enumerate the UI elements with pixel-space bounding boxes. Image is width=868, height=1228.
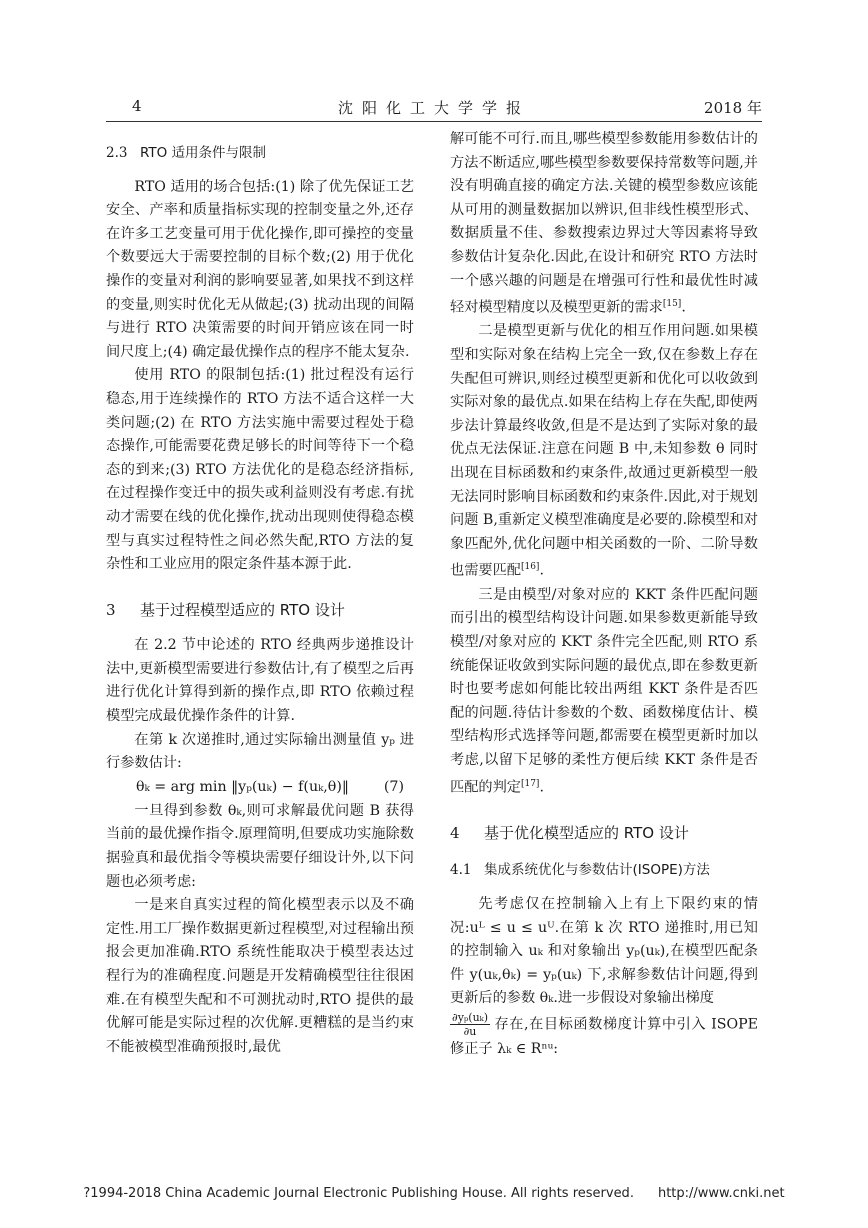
paragraph: 先考虑仅在控制输入上有上下限约束的情况:uᴸ ≤ u ≤ uᵁ.在第 k 次 RTO 递推时,用已知的控制输入 uₖ 和对象输出 yₚ(uₖ),在模型匹配条件 y(uₖ,θₖ) = yₚ(uₖ) 下,求解参数估计问题,得到更新后的参数 θₖ.进一步假设对象输出梯度: [450, 896, 758, 1007]
section-title: 基于优化模型适应的 RTO 设计: [484, 823, 689, 842]
header-rule: [106, 121, 762, 122]
citation: [16]: [520, 562, 540, 573]
paragraph: 解可能不可行.而且,哪些模型参数能用参数估计的方法不断适应,哪些模型参数要保持常数等问题,并没有明确直接的确定方法.关键的模型参数应该能从可用的测量数据加以辨识,但非线性模型形式、数据质量不佳、参数搜索边界过大等因素将导致参数估计复杂化.因此,在设计和研究 RTO 方法时一个感兴趣的问题是在增强可行性和最优性时减轻对模型精度以及模型更新的需求[15].: [450, 131, 758, 316]
section-title: RTO 适用条件与限制: [140, 145, 267, 161]
section-heading-4-1: [450, 859, 758, 883]
page-number: 4: [132, 97, 142, 115]
paragraph: 在第 k 次递推时,通过实际输出测量值 yₚ 进行参数估计:: [106, 731, 414, 772]
journal-name: 沈阳化工大学学报: [337, 99, 530, 117]
equation-7: [106, 776, 414, 800]
page-header: [106, 97, 762, 119]
paragraph: RTO 适用的场合包括:(1) 除了优先保证工艺安全、产率和质量指标实现的控制变量之外,还存在许多工艺变量可用于优化操作,即可操控的变量个数要远大于需要控制的目标个数;(2) 用于优化操作的变量对利润的影响要显著,如果找不到这样的变量,则实时优化无从做起;(3) 扰动出现的间隔与进行 RTO 决策需要的时间开销应该在同一时间尺度上;(4) 确定最优操作点的程序不能太复杂.: [106, 178, 414, 360]
paragraph: 一是来自真实过程的简化模型表示以及不确定性.用工厂操作数据更新过程模型,对过程输出预报会更加准确.RTO 系统性能取决于模型表达过程行为的准确程度.问题是开发精确模型往往很困难.在有模型失配和不可测扰动时,RTO 提供的最优解可能是实际过程的次优解.更糟糕的是当约束不能被模型准确预报时,最优: [106, 897, 414, 1055]
paragraph: 二是模型更新与优化的相互作用问题.如果模型和实际对象在结构上完全一致,仅在参数上存在失配但可辨识,则经过模型更新和优化可以收敛到实际对象的最优点.如果在结构上存在失配,即使两步法计算最终收敛,但是不是达到了实际对象的最优点无法保证.注意在问题 B 中,未知参数 θ 同时出现在目标函数和约束条件,故通过更新模型一般无法同时影响目标函数和约束条件.因此,对于规划问题 B,重新定义模型准确度是必要的.除模型和对象匹配外,优化问题中相关函数的一阶、二阶导数也需要匹配[16].: [450, 323, 758, 580]
section-title: 集成系统优化与参数估计(ISOPE)方法: [484, 862, 710, 879]
paragraph: 一旦得到参数 θₖ,则可求解最优问题 B 获得当前的最优操作指令.原理简明,但要成功实施除数据验真和最优指令等模块需要仔细设计外,以下问题也必须考虑:: [106, 802, 414, 890]
paragraph: 使用 RTO 的限制包括:(1) 批过程没有运行稳态,用于连续操作的 RTO 方法不适合这样一大类问题;(2) 在 RTO 方法实施中需要过程处于稳态操作,可能需要花费足够长的时间等待下一个稳态的到来;(3) RTO 方法优化的是稳态经济指标,在过程操作变迁中的损失或利益则没有考虑.有扰动才需要在线的优化操作,扰动出现则使得稳态模型与真实过程特性之间必然失配,RTO 方法的复杂性和工业应用的限定条件基本源于此.: [106, 367, 414, 573]
section-number: 4.1: [450, 862, 472, 879]
citation: [17]: [520, 778, 540, 789]
left-column: [106, 128, 414, 1059]
section-heading-4: [450, 822, 758, 846]
paragraph: 三是由模型/对象对应的 KKT 条件匹配问题而引出的模型结构设计问题.如果参数更新能导致模型/对象对应的 KKT 条件完全匹配,则 RTO 系统能保证收敛到实际问题的最优点,即在参数更新时也要考虑如何能比较出两组 KKT 条件是否匹配的问题.待估计参数的个数、函数梯度估计、模型结构形式选择等问题,都需要在模型更新时加以考虑,以留下足够的柔性方便后续 KKT 条件是否匹配的判定[17].: [450, 586, 758, 796]
copyright-notice: ?1994-2018 China Academic Journal Electronic Publishing House. All rights reserved.: [83, 1186, 634, 1201]
equation-body: θₖ = arg min ‖yₚ(uₖ) − f(uₖ,θ)‖: [136, 778, 349, 795]
fraction-numerator: ∂yₚ(uₖ): [452, 1010, 488, 1024]
section-title: 基于过程模型适应的 RTO 设计: [140, 600, 345, 619]
paragraph: $\frac{\text{∂yₚ(uₖ)}}{\partial u}$ 存在,在目标函数梯度计算中引入 ISOPE 修正子 λₖ ∈ Rⁿᵘ:: [450, 1010, 758, 1057]
section-number: 4: [450, 823, 460, 842]
footer-url[interactable]: http://www.cnki.net: [657, 1186, 785, 1201]
section-number: 3: [106, 600, 116, 619]
section-number: 2.3: [106, 145, 128, 161]
section-heading-2-3: [106, 142, 414, 166]
page-footer: [0, 1186, 868, 1201]
citation: [15]: [662, 299, 682, 310]
section-heading-3: [106, 599, 414, 623]
paragraph: 在 2.2 节中论述的 RTO 经典两步递推设计法中,更新模型需要进行参数估计,有了模型之后再进行优化计算得到新的操作点,即 RTO 依赖过程模型完成最优操作条件的计算.: [106, 637, 414, 725]
gradient-fraction: [450, 1011, 490, 1038]
equation-number: (7): [383, 778, 404, 795]
fraction-denominator: ∂u: [463, 1024, 477, 1038]
right-column: [450, 128, 758, 1062]
publication-year: 2018 年: [704, 99, 762, 117]
